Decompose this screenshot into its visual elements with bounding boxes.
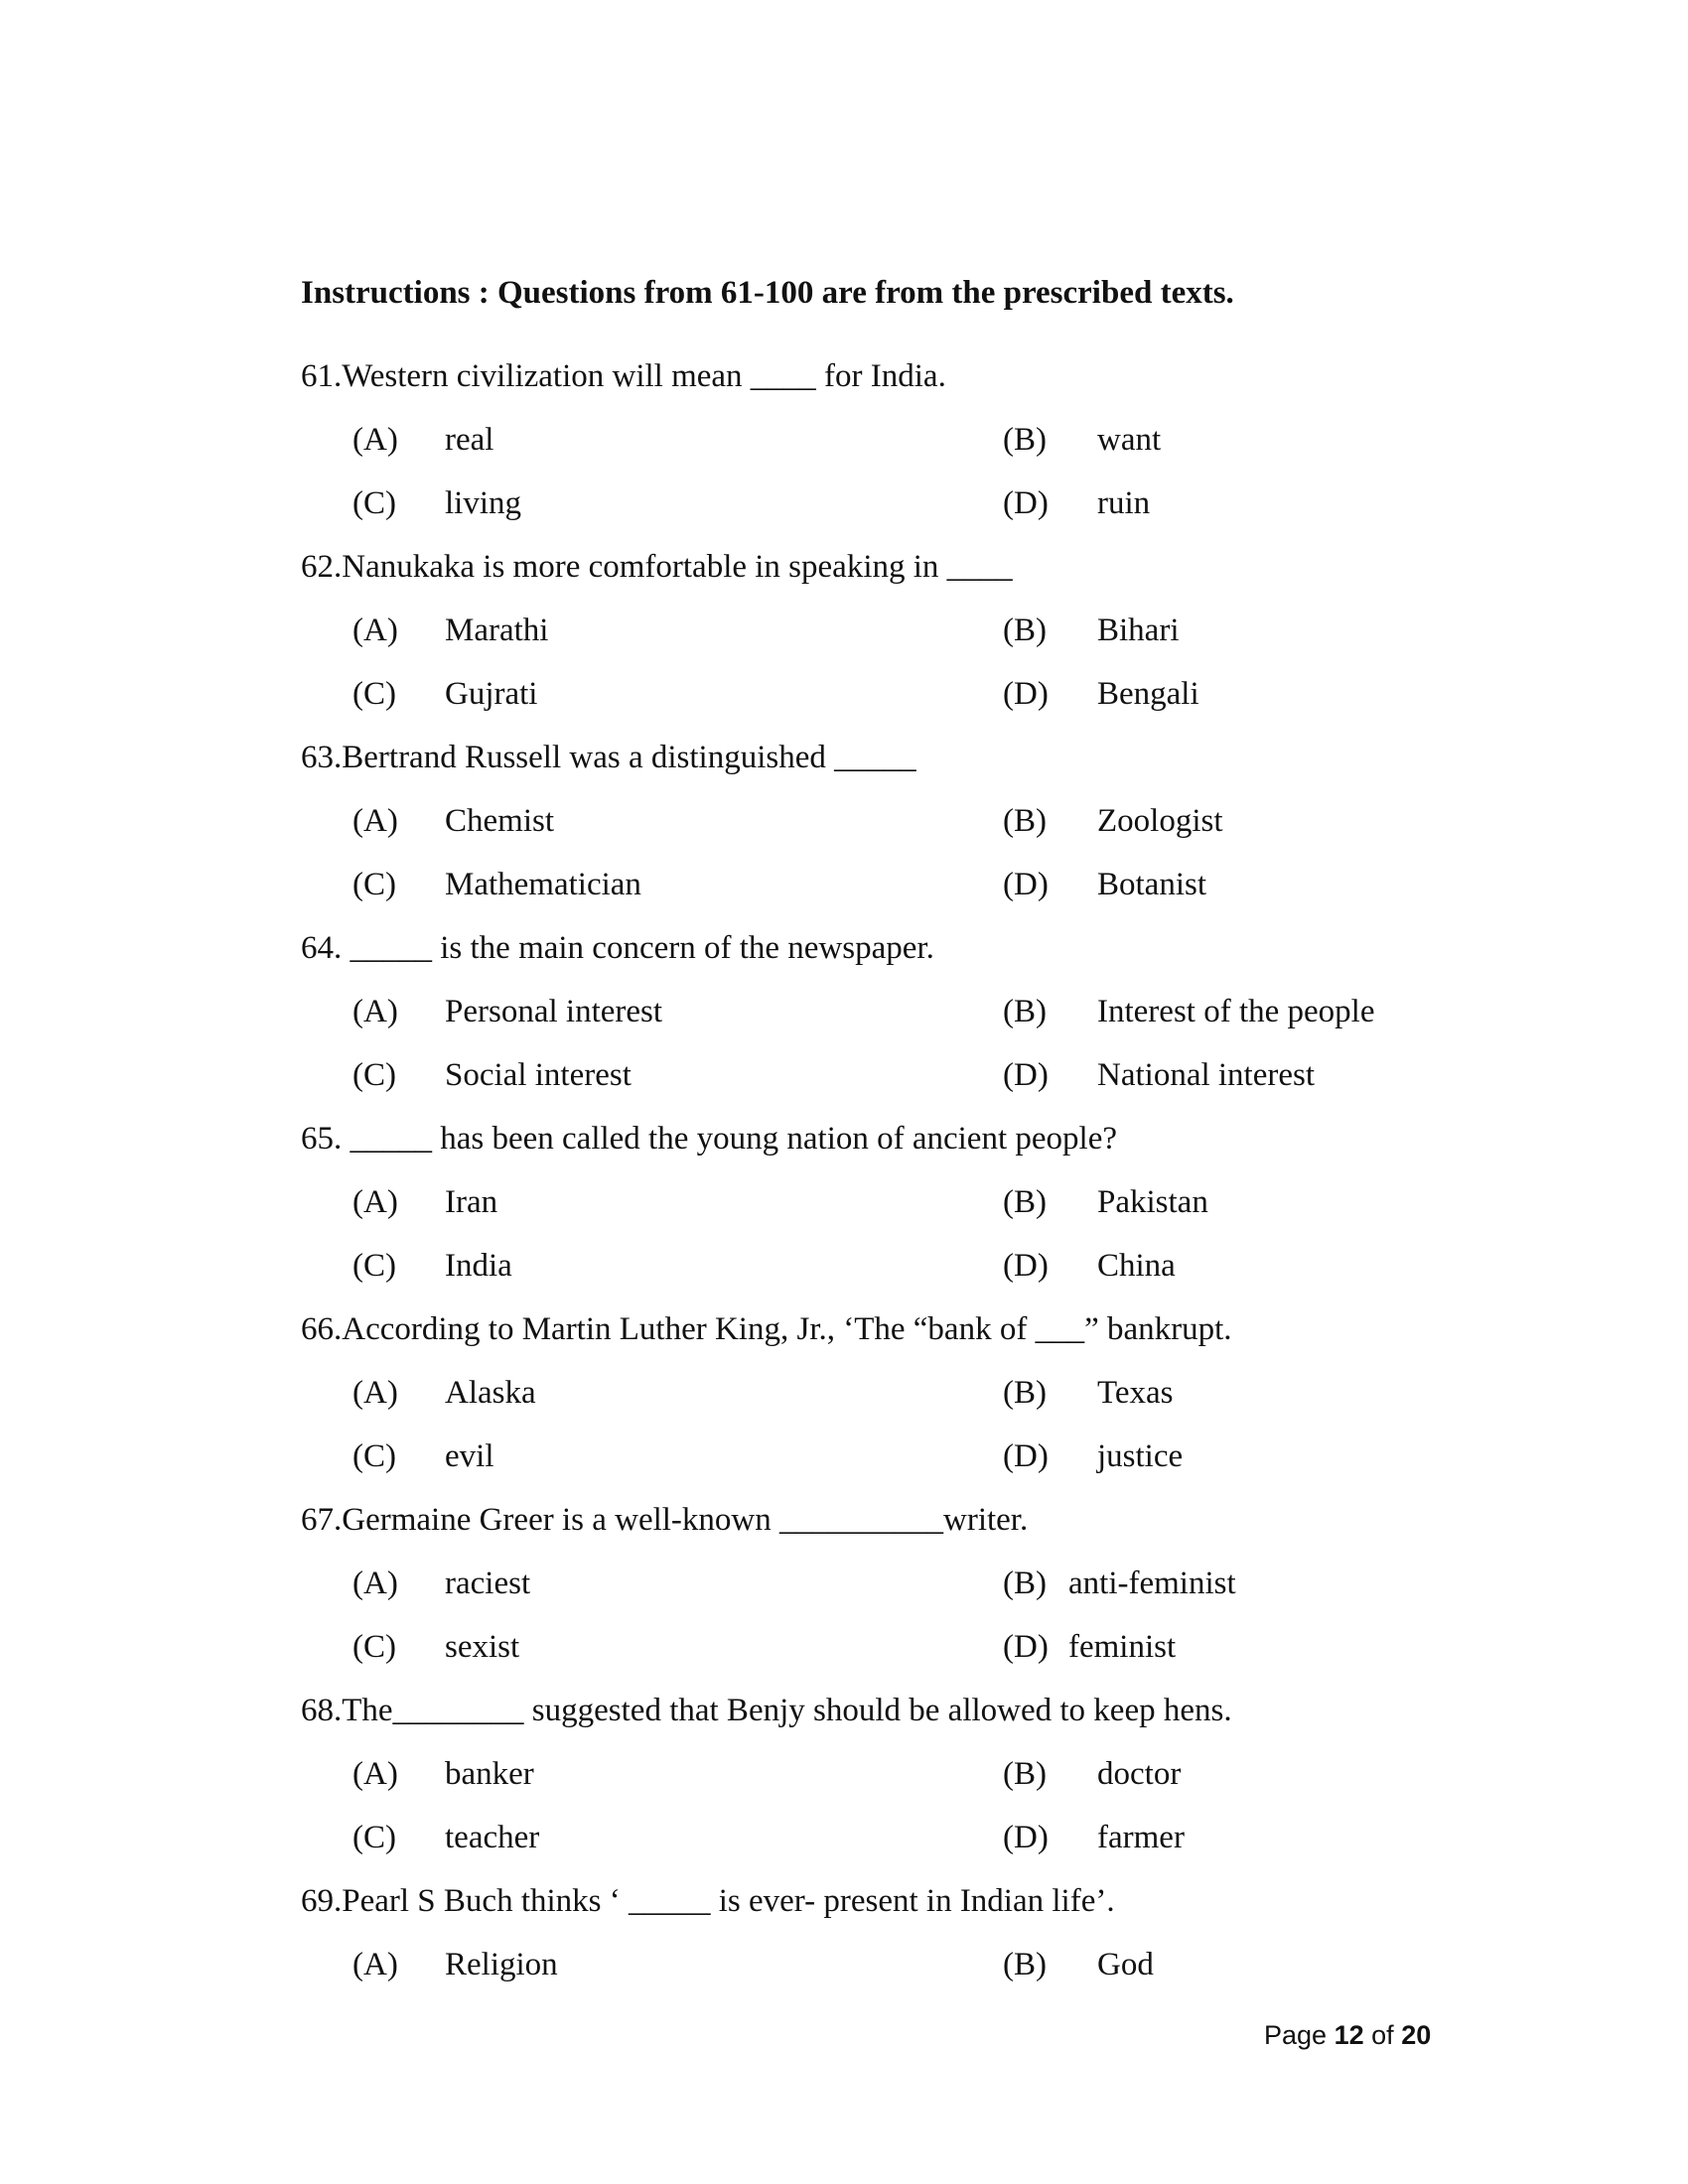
option-a-label: (A) (352, 613, 398, 648)
footer-of-label: of (1371, 2020, 1394, 2050)
option-d-text: ruin (1097, 485, 1151, 521)
option-d-text: Botanist (1097, 867, 1207, 902)
option-c-label: (C) (352, 1248, 396, 1284)
option-c-text: Gujrati (445, 676, 538, 712)
option-c-label: (C) (352, 1057, 396, 1093)
option-a-text: Religion (445, 1947, 558, 1982)
question-stem: _____ has been called the young nation of ancient people? (342, 1121, 1117, 1157)
option-row (0, 1181, 1688, 1223)
question-stem: Pearl S Buch thinks ‘ _____ is ever- present in Indian life’. (342, 1883, 1115, 1919)
question-line (301, 1308, 1688, 1350)
question-number: 61. (301, 358, 343, 394)
option-row (0, 1245, 1688, 1287)
option-a-label: (A) (352, 1566, 398, 1601)
option-b-label: (B) (1003, 1184, 1047, 1220)
question-number: 67. (301, 1502, 343, 1538)
option-d-text: feminist (1068, 1629, 1177, 1665)
page-footer (1264, 2018, 1431, 2052)
option-a-text: banker (445, 1756, 534, 1792)
question-61 (0, 355, 1688, 524)
instructions-heading: Instructions : Questions from 61-100 are from the prescribed texts. (301, 275, 1234, 311)
question-66 (0, 1308, 1688, 1477)
option-b-text: Interest of the people (1097, 994, 1375, 1029)
question-stem: The________ suggested that Benjy should be allowed to keep hens. (342, 1693, 1232, 1728)
question-65 (0, 1118, 1688, 1287)
option-d-text: China (1097, 1248, 1176, 1284)
option-c-text: Social interest (445, 1057, 632, 1093)
option-a-label: (A) (352, 994, 398, 1029)
option-row (0, 1372, 1688, 1414)
option-row (0, 1944, 1688, 1985)
option-row (0, 1054, 1688, 1096)
question-64 (0, 927, 1688, 1096)
option-b-label: (B) (1003, 422, 1047, 458)
question-stem: Nanukaka is more comfortable in speaking in ____ (342, 549, 1013, 585)
option-b-text: Pakistan (1097, 1184, 1208, 1220)
option-a-text: Chemist (445, 803, 555, 839)
question-line (301, 1118, 1688, 1160)
option-c-text: India (445, 1248, 512, 1284)
question-number: 66. (301, 1311, 343, 1347)
option-row (0, 673, 1688, 715)
question-68 (0, 1690, 1688, 1858)
option-b-text: anti-feminist (1068, 1566, 1236, 1601)
option-a-label: (A) (352, 1375, 398, 1411)
question-62 (0, 546, 1688, 715)
question-line (301, 1690, 1688, 1731)
option-d-label: (D) (1003, 676, 1049, 712)
option-a-label: (A) (352, 422, 398, 458)
option-d-label: (D) (1003, 485, 1049, 521)
question-stem: Bertrand Russell was a distinguished _____ (342, 740, 916, 775)
option-row (0, 482, 1688, 524)
option-c-text: sexist (445, 1629, 520, 1665)
option-d-label: (D) (1003, 1248, 1049, 1284)
option-a-text: raciest (445, 1566, 531, 1601)
option-b-text: want (1097, 422, 1162, 458)
question-69 (0, 1880, 1688, 1985)
option-b-label: (B) (1003, 1566, 1047, 1601)
question-number: 62. (301, 549, 343, 585)
option-c-text: teacher (445, 1820, 540, 1855)
option-c-label: (C) (352, 485, 396, 521)
option-d-text: National interest (1097, 1057, 1316, 1093)
option-c-label: (C) (352, 1629, 396, 1665)
option-b-label: (B) (1003, 1375, 1047, 1411)
option-row (0, 1817, 1688, 1858)
option-b-label: (B) (1003, 1947, 1047, 1982)
option-b-label: (B) (1003, 994, 1047, 1029)
option-d-label: (D) (1003, 1629, 1049, 1665)
option-b-text: God (1097, 1947, 1154, 1982)
option-c-text: Mathematician (445, 867, 641, 902)
option-row (0, 610, 1688, 651)
option-d-text: Bengali (1097, 676, 1199, 712)
footer-page-number: 12 (1334, 2020, 1364, 2050)
option-c-label: (C) (352, 1820, 396, 1855)
question-line (301, 546, 1688, 588)
option-row (0, 991, 1688, 1032)
option-a-text: Marathi (445, 613, 549, 648)
question-line (301, 737, 1688, 778)
option-row (0, 864, 1688, 905)
option-c-label: (C) (352, 867, 396, 902)
question-stem: According to Martin Luther King, Jr., ‘The “bank of ___” bankrupt. (342, 1311, 1232, 1347)
option-row (0, 800, 1688, 842)
option-a-text: Iran (445, 1184, 498, 1220)
option-b-label: (B) (1003, 613, 1047, 648)
question-67 (0, 1499, 1688, 1668)
option-c-text: evil (445, 1438, 494, 1474)
question-line (301, 355, 1688, 397)
option-a-label: (A) (352, 803, 398, 839)
question-stem: Western civilization will mean ____ for India. (342, 358, 946, 394)
question-63 (0, 737, 1688, 905)
option-row (0, 1563, 1688, 1604)
option-row (0, 1435, 1688, 1477)
option-b-text: Zoologist (1097, 803, 1223, 839)
question-line (301, 927, 1688, 969)
option-a-label: (A) (352, 1756, 398, 1792)
option-b-label: (B) (1003, 1756, 1047, 1792)
question-number: 69. (301, 1883, 343, 1919)
option-a-label: (A) (352, 1184, 398, 1220)
option-b-text: doctor (1097, 1756, 1182, 1792)
option-b-text: Bihari (1097, 613, 1180, 648)
option-d-label: (D) (1003, 1820, 1049, 1855)
option-a-text: Alaska (445, 1375, 536, 1411)
question-number: 68. (301, 1693, 343, 1728)
question-line (301, 1880, 1688, 1922)
question-number: 64. (301, 930, 343, 966)
option-d-text: justice (1097, 1438, 1184, 1474)
question-number: 65. (301, 1121, 343, 1157)
option-a-label: (A) (352, 1947, 398, 1982)
option-d-text: farmer (1097, 1820, 1185, 1855)
question-line (301, 1499, 1688, 1541)
option-a-text: real (445, 422, 494, 458)
exam-content (0, 272, 1688, 2007)
option-a-text: Personal interest (445, 994, 663, 1029)
option-row (0, 1753, 1688, 1795)
footer-page-label: Page (1264, 2020, 1328, 2050)
option-b-text: Texas (1097, 1375, 1174, 1411)
footer-total-pages: 20 (1401, 2020, 1432, 2050)
option-d-label: (D) (1003, 867, 1049, 902)
question-stem: _____ is the main concern of the newspaper. (342, 930, 934, 966)
option-c-label: (C) (352, 676, 396, 712)
question-stem: Germaine Greer is a well-known __________writer. (342, 1502, 1029, 1538)
option-c-label: (C) (352, 1438, 396, 1474)
option-d-label: (D) (1003, 1057, 1049, 1093)
option-row (0, 419, 1688, 461)
option-d-label: (D) (1003, 1438, 1049, 1474)
option-b-label: (B) (1003, 803, 1047, 839)
question-number: 63. (301, 740, 343, 775)
option-c-text: living (445, 485, 522, 521)
option-row (0, 1626, 1688, 1668)
